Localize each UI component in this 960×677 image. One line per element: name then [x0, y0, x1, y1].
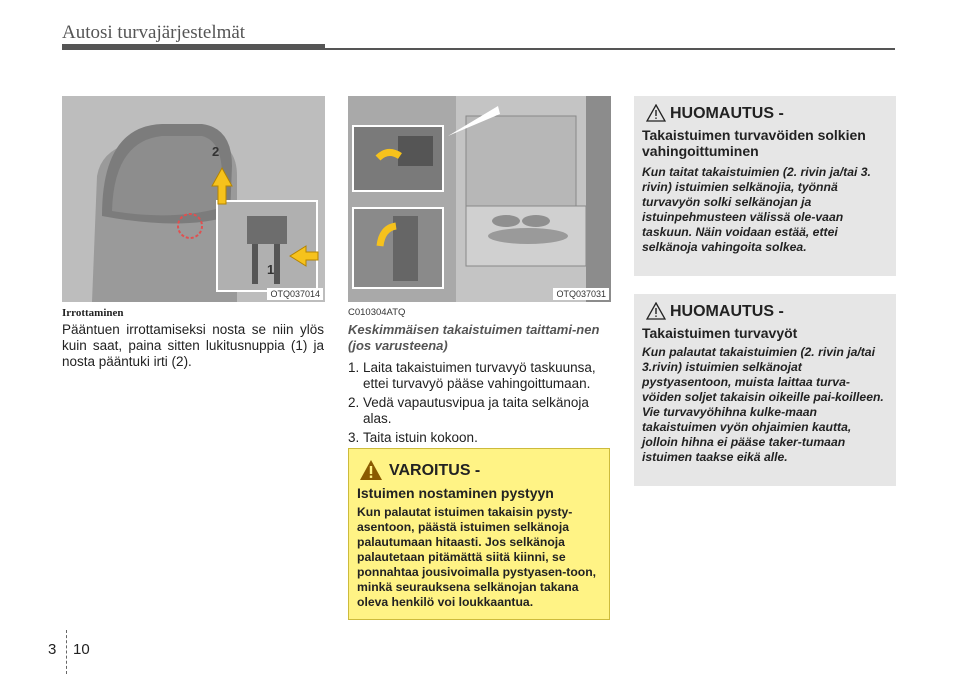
- note-box-1: [634, 96, 896, 276]
- headrest-illustration: [62, 96, 325, 302]
- step-2: [348, 395, 610, 427]
- warning-box: [348, 448, 610, 620]
- caution-icon: [646, 104, 666, 122]
- caution-icon: [646, 302, 666, 320]
- steps-list: [348, 360, 610, 449]
- callout-2: 2: [212, 144, 220, 159]
- section-heading: Keskimmäisen takaistuimen taittami-nen (jos varusteena): [348, 322, 600, 353]
- note2-subtitle: Takaistuimen turvavyöt: [642, 325, 798, 341]
- chapter-number: 3: [48, 641, 57, 658]
- center-seat-photo: [348, 96, 611, 302]
- header-bar: [62, 44, 325, 50]
- image-code-middle: OTQ037031: [553, 288, 609, 300]
- warning-body: Kun palautat istuimen takaisin pysty-asentoon, päästä istuimen selkänoja palautumaan hitaasti. Jos selkänoja palautetaan pitämättä siitä kiinni, se ponnahtaa jousivoimalla pystyasen-toon, minkä seurauksena selkänojan takana oleva henkilö voi loukkaantua.: [357, 505, 597, 609]
- note2-body: Kun palautat takaistuimien (2. rivin ja/tai 3.rivin) istuimien selkänojat pystyasentoon, muista laittaa turva-vöiden soljet takaisin oikeille pai-koilleen. Vie turvavyöhihna kulke-maan takaistuimen vyön ohjaimien kautta, jolloin hihna ei pääse taker-tumaan istuimen taakse eikä alle.: [642, 345, 884, 464]
- step-2-text: Vedä vapautusvipua ja taita selkänoja alas.: [363, 395, 589, 426]
- header-rule: [325, 48, 895, 50]
- warning-icon: [359, 459, 383, 481]
- note-box-2: [634, 294, 896, 486]
- page-number: 10: [73, 641, 90, 658]
- step-3: [348, 430, 610, 446]
- callout-1: 1: [267, 262, 275, 277]
- left-heading: Irrottaminen: [62, 307, 124, 319]
- step-3-number: 3.: [348, 430, 360, 445]
- image-code-left: OTQ037014: [267, 288, 323, 300]
- warning-title: VAROITUS -: [389, 462, 481, 479]
- note1-body: Kun taitat takaistuimien (2. rivin ja/tai 3. rivin) istuimien selkänojia, työnnä turvavyön solki selkänojan ja istuinpehmusteen välissä ole-vaan taskuun. Näin voidaan estää, ettei selkänoja vahingoita solkea.: [642, 165, 871, 254]
- step-1-text: Laita takaistuimen turvavyö taskuunsa, ettei turvavyö pääse vahingoittumaan.: [363, 360, 596, 391]
- note1-title: HUOMAUTUS -: [670, 105, 784, 122]
- footer-divider: [66, 630, 67, 674]
- center-seat-illustration: [348, 96, 611, 302]
- step-1: [348, 360, 610, 392]
- header-title: Autosi turvajärjestelmät: [62, 22, 246, 43]
- step-3-text: Taita istuin kokoon.: [363, 430, 478, 445]
- step-2-number: 2.: [348, 395, 360, 410]
- note2-title: HUOMAUTUS -: [670, 303, 784, 320]
- left-body: Pääntuen irrottamiseksi nosta se niin ylös kuin saat, paina sitten lukitusnuppia (1) ja nosta pääntuki irti (2).: [62, 322, 324, 369]
- note1-subtitle: Takaistuimen turvavöiden solkien vahingoittuminen: [642, 127, 866, 159]
- warning-subtitle: Istuimen nostaminen pystyyn: [357, 485, 554, 501]
- section-code: C010304ATQ: [348, 307, 406, 318]
- step-1-number: 1.: [348, 360, 360, 375]
- headrest-photo: [62, 96, 325, 302]
